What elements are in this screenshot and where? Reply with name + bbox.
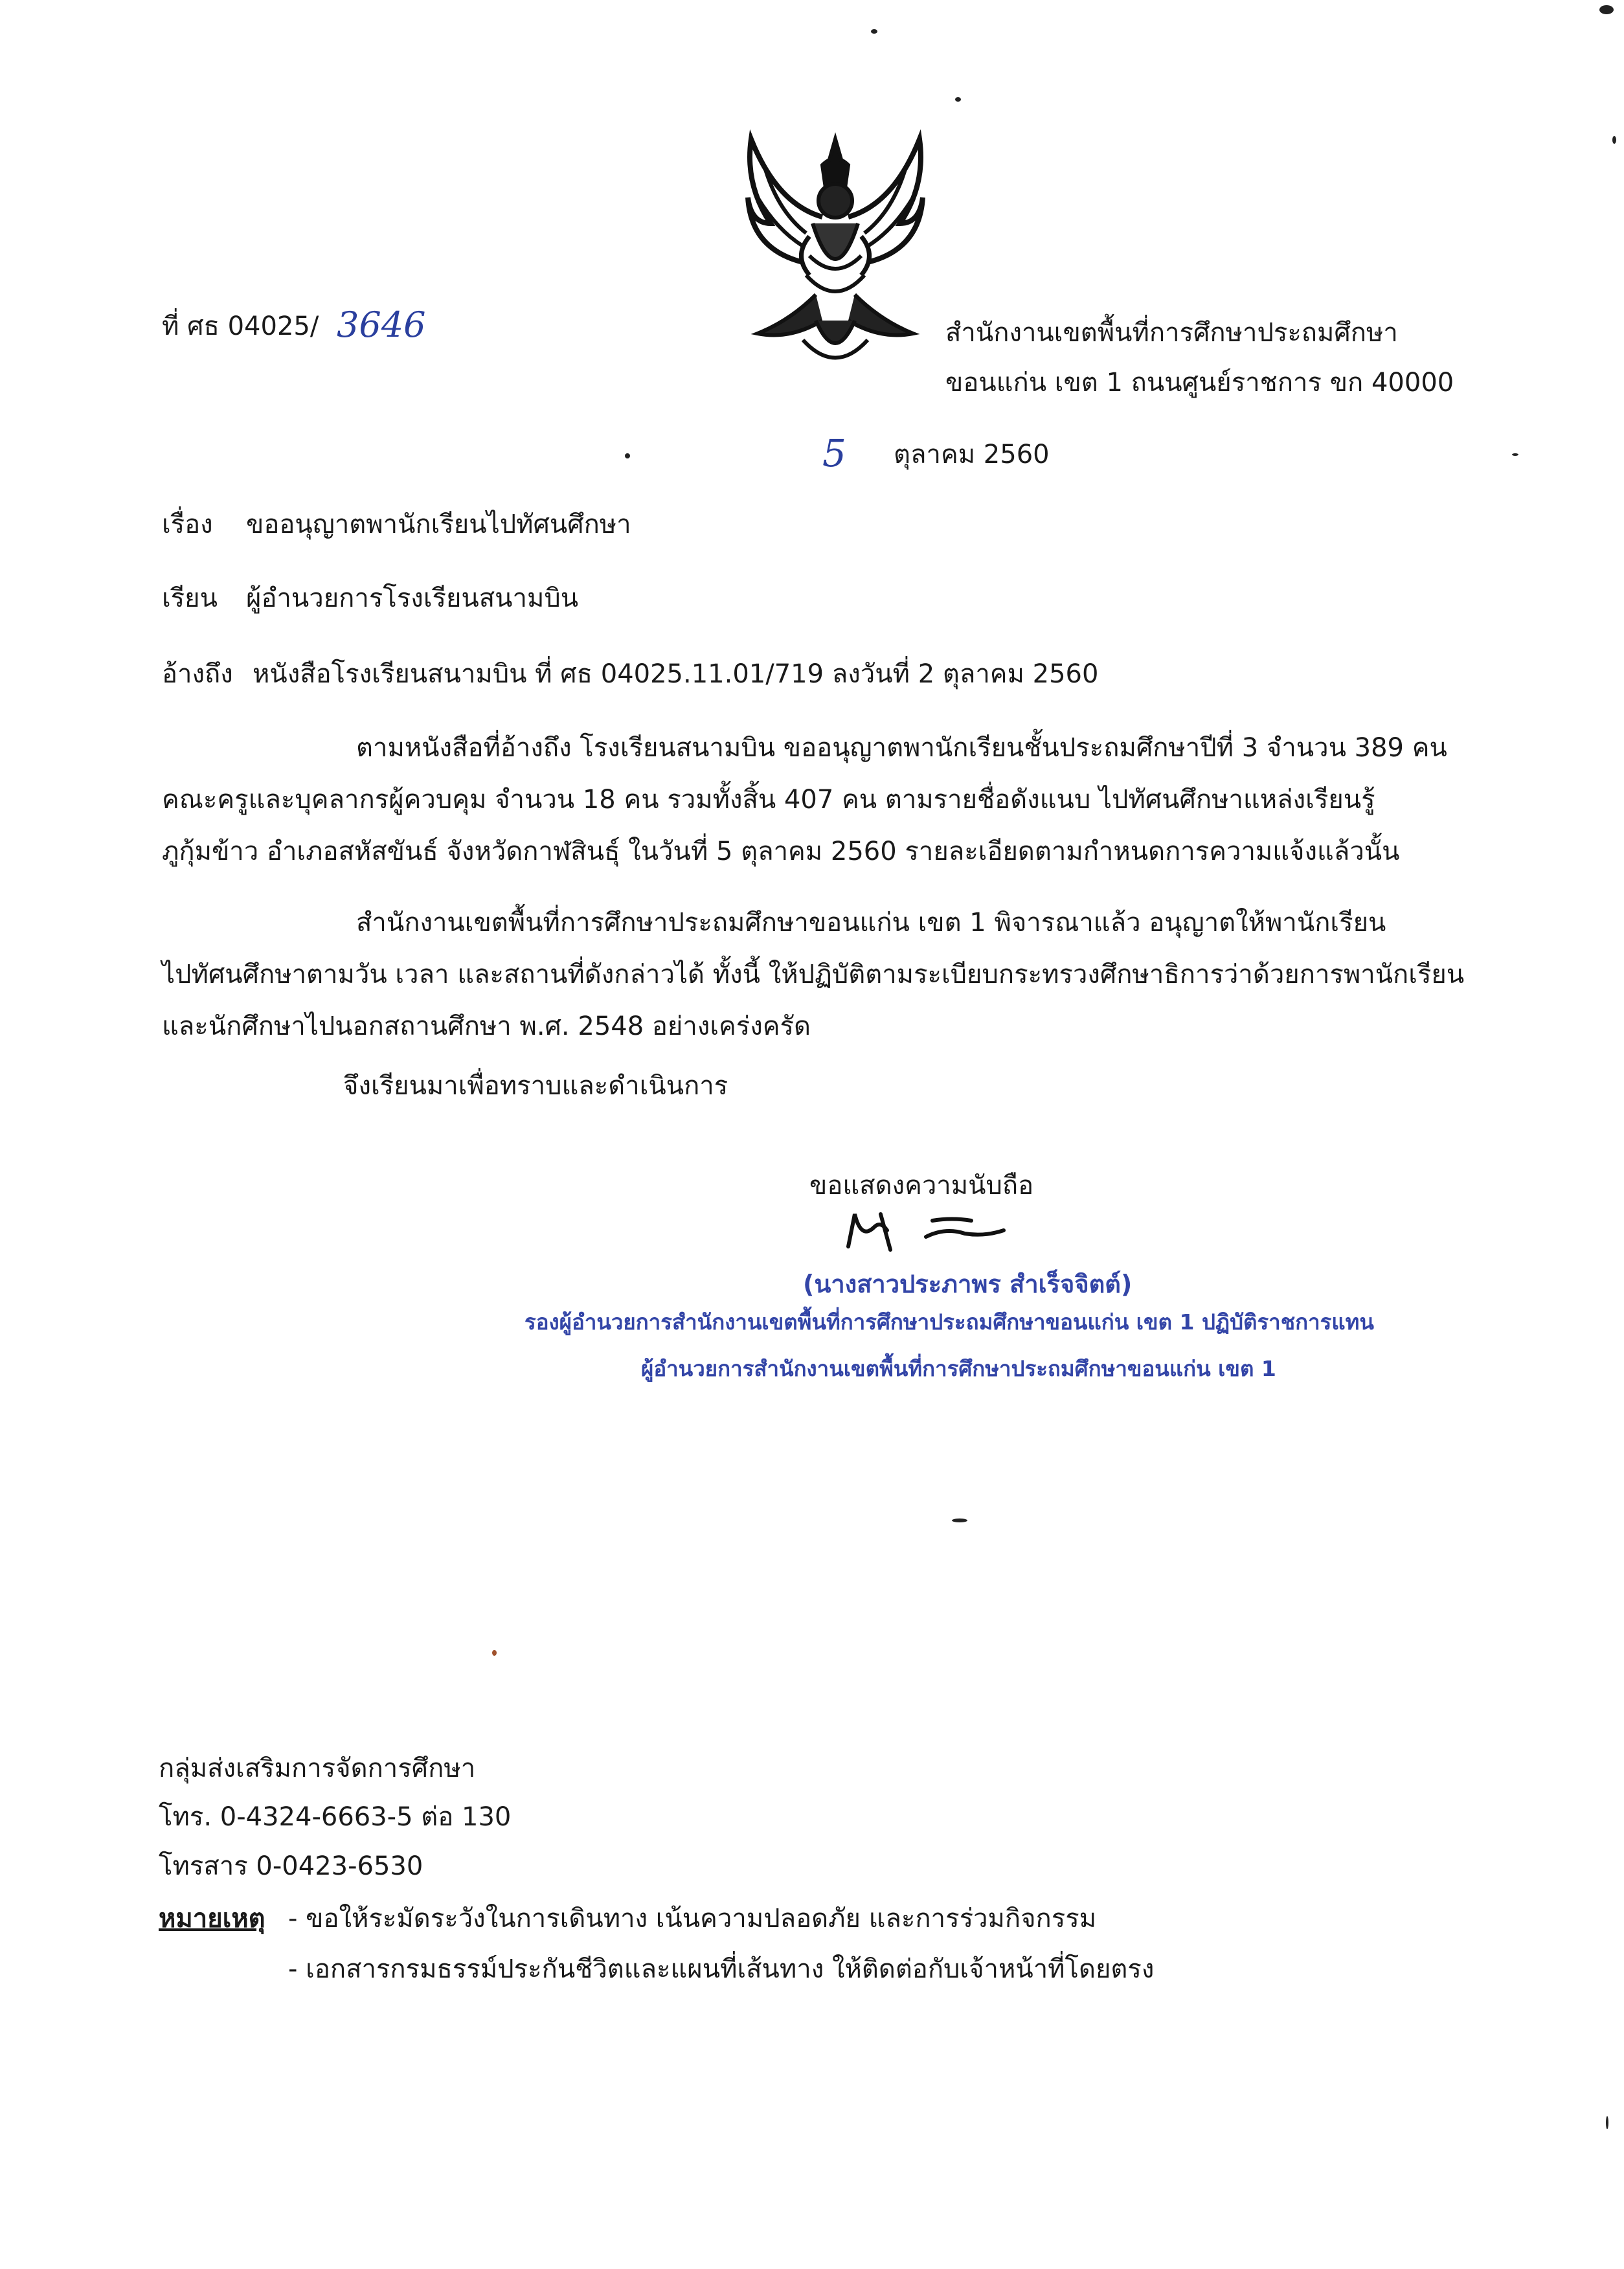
- footer-note-label: หมายเหตุ: [159, 1904, 265, 1934]
- body-paragraph-2-line-1: สำนักงานเขตพื้นที่การศึกษาประถมศึกษาขอนแก่น เขต 1 พิจารณาแล้ว อนุญาตให้พานักเรียน: [356, 908, 1386, 938]
- scan-speck: [625, 453, 630, 458]
- body-paragraph-2: [162, 897, 1464, 1052]
- body-paragraph-2-line-3: และนักศึกษาไปนอกสถานศึกษา พ.ศ. 2548 อย่างเคร่งครัด: [162, 1011, 811, 1041]
- scan-speck: [1512, 453, 1518, 456]
- handwritten-signature: [835, 1201, 1043, 1259]
- footer-fax: โทรสาร 0-0423-6530: [159, 1851, 423, 1881]
- footer-note-line-1: - ขอให้ระมัดระวังในการเดินทาง เน้นความปลอดภัย และการร่วมกิจกรรม: [288, 1904, 1097, 1934]
- agency-line-1: สำนักงานเขตพื้นที่การศึกษาประถมศึกษา: [945, 318, 1398, 348]
- signatory-position-stamp-line-2: ผู้อำนวยการสำนักงานเขตพื้นที่การศึกษาประถมศึกษาขอนแก่น เขต 1: [641, 1356, 1276, 1381]
- doc-number-handwritten: 3646: [337, 304, 426, 345]
- footer-department: กลุ่มส่งเสริมการจัดการศึกษา: [159, 1754, 476, 1783]
- garuda-emblem-icon: [732, 126, 939, 379]
- date-day-handwritten: 5: [822, 431, 846, 475]
- scan-speck: [871, 29, 877, 34]
- signatory-position-stamp-line-1: รองผู้อำนวยการสำนักงานเขตพื้นที่การศึกษาประถมศึกษาขอนแก่น เขต 1 ปฏิบัติราชการแทน: [524, 1309, 1374, 1335]
- closing-salutation: ขอแสดงความนับถือ: [809, 1171, 1034, 1201]
- scan-speck: [1612, 136, 1616, 144]
- signatory-name-stamp: (นางสาวประภาพร สำเร็จจิตต์): [803, 1270, 1133, 1298]
- body-paragraph-1-line-1: ตามหนังสือที่อ้างถึง โรงเรียนสนามบิน ขออนุญาตพานักเรียนชั้นประถมศึกษาปีที่ 3 จำนวน 389 คน: [356, 733, 1447, 763]
- body-paragraph-1-line-3: ภูกุ้มข้าว อำเภอสหัสขันธ์ จังหวัดกาฬสินธุ์ ในวันที่ 5 ตุลาคม 2560 รายละเอียดตามกำหนดการความแจ้งแล้วนั้น: [162, 837, 1400, 866]
- reference-text: หนังสือโรงเรียนสนามบิน ที่ ศธ 04025.11.01/719 ลงวันที่ 2 ตุลาคม 2560: [253, 659, 1099, 689]
- scan-speck: [955, 97, 961, 102]
- to-text: ผู้อำนวยการโรงเรียนสนามบิน: [246, 583, 579, 613]
- subject-text: ขออนุญาตพานักเรียนไปทัศนศึกษา: [246, 510, 631, 539]
- footer-note-line-2: - เอกสารกรมธรรม์ประกันชีวิตและแผนที่เส้นทาง ให้ติดต่อกับเจ้าหน้าที่โดยตรง: [288, 1954, 1155, 1984]
- agency-line-2: ขอนแก่น เขต 1 ถนนศูนย์ราชการ ขก 40000: [945, 368, 1454, 398]
- date-rest: ตุลาคม 2560: [894, 440, 1050, 469]
- scan-speck: [1599, 5, 1614, 14]
- reference-label: อ้างถึง: [162, 659, 233, 689]
- scan-speck: [492, 1650, 497, 1656]
- body-paragraph-1-line-2: คณะครูและบุคลากรผู้ควบคุม จำนวน 18 คน รวมทั้งสิ้น 407 คน ตามรายชื่อดังแนบ ไปทัศนศึกษาแหล่งเรียนรู้: [162, 785, 1375, 815]
- scan-speck: [952, 1518, 967, 1522]
- scan-speck: [1606, 2116, 1608, 2129]
- subject-label: เรื่อง: [162, 510, 213, 539]
- body-paragraph-2-line-2: ไปทัศนศึกษาตามวัน เวลา และสถานที่ดังกล่าวได้ ทั้งนี้ ให้ปฏิบัติตามระเบียบกระทรวงศึกษาธิการว่าด้วยการพานักเรียน: [162, 960, 1465, 989]
- closing-request: จึงเรียนมาเพื่อทราบและดำเนินการ: [343, 1071, 728, 1101]
- body-paragraph-1: [162, 722, 1447, 877]
- to-label: เรียน: [162, 583, 218, 613]
- doc-number-label: ที่ ศธ 04025/: [162, 311, 319, 341]
- footer-phone: โทร. 0-4324-6663-5 ต่อ 130: [159, 1802, 512, 1832]
